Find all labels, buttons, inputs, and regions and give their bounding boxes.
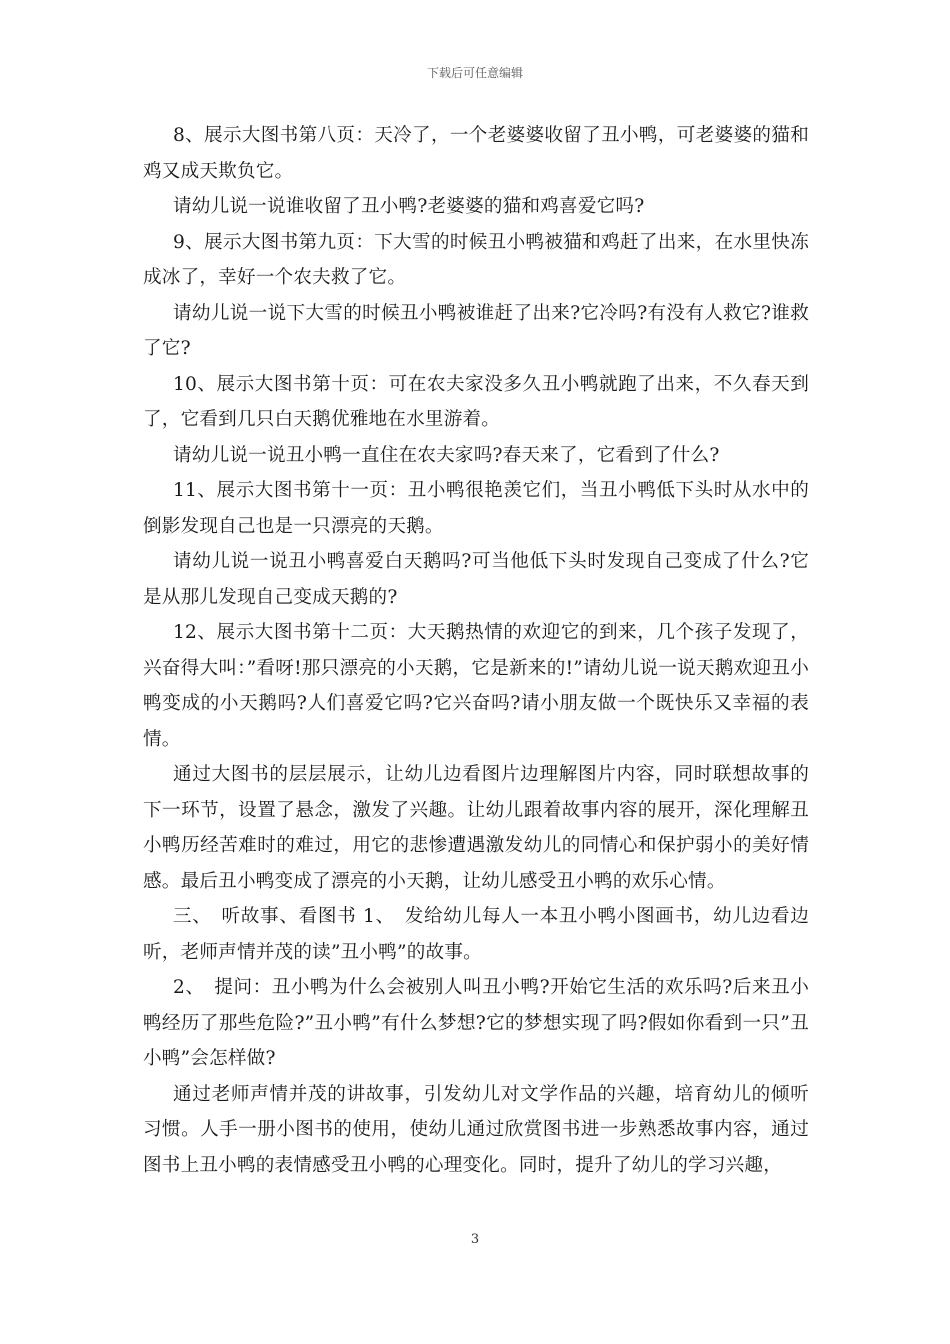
paragraph-question-10: 请幼儿说一说丑小鸭一直住在农夫家吗?春天来了，它看到了什么? (173, 444, 720, 466)
paragraph-step-8: 8、展示大图书第八页：天冷了，一个老婆婆收留了丑小鸭，可老婆婆的猫和鸡又成天欺负它。 (143, 125, 809, 182)
paragraph-step-12: 12、展示大图书第十二页：大天鹅热情的欢迎它的到来，几个孩子发现了，兴奋得大叫：”看呀!那只漂亮的小天鹅，它是新来的!”请幼儿说一说天鹅欢迎丑小鸭变成的小天鹅吗?人们喜爱它吗?它兴奋吗?请小朋友做一个既快乐又幸福的表情。 (143, 622, 809, 750)
paragraph-question-8: 请幼儿说一说谁收留了丑小鸭?老婆婆的猫和鸡喜爱它吗? (173, 196, 645, 217)
paragraph-step-11: 11、展示大图书第十一页：丑小鸭很艳羡它们，当丑小鸭低下头时从水中的倒影发现自己也是一只漂亮的天鹅。 (143, 480, 809, 537)
paragraph-questions: 2、 提问：丑小鸭为什么会被别人叫丑小鸭?开始它生活的欢乐吗?后来丑小鸭经历了那些危险?”丑小鸭”有什么梦想?它的梦想实现了吗?假如你看到一只”丑小鸭”会怎样做? (143, 977, 809, 1069)
paragraph-question-11: 请幼儿说一说丑小鸭喜爱白天鹅吗?可当他低下头时发现自己变成了什么?它是从那儿发现自己变成天鹅的? (143, 551, 809, 608)
document-body (143, 118, 809, 1183)
page-number: 3 (470, 1232, 480, 1247)
paragraph-step-9: 9、展示大图书第九页：下大雪的时候丑小鸭被猫和鸡赶了出来，在水里快冻成冰了，幸好一个农夫救了它。 (143, 231, 809, 288)
paragraph-question-9: 请幼儿说一说下大雪的时候丑小鸭被谁赶了出来?它冷吗?有没有人救它?谁救了它? (143, 302, 809, 359)
paragraph-step-10: 10、展示大图书第十页：可在农夫家没多久丑小鸭就跑了出来，不久春天到了，它看到几只白天鹅优雅地在水里游着。 (143, 373, 809, 430)
paragraph-summary-books: 通过大图书的层层展示，让幼儿边看图片边理解图片内容，同时联想故事的下一环节，设置了悬念，激发了兴趣。让幼儿跟着故事内容的展开，深化理解丑小鸭历经苦难时的难过，用它的悲惨遭遇激发幼儿的同情心和保护弱小的美好情感。最后丑小鸭变成了漂亮的小天鹅，让幼儿感受丑小鸭的欢乐心情。 (143, 764, 809, 892)
paragraph-section-three: 三、 听故事、看图书 1、 发给幼儿每人一本丑小鸭小图画书，幼儿边看边听，老师声情并茂的读”丑小鸭”的故事。 (143, 906, 809, 963)
paragraph-summary-story: 通过老师声情并茂的讲故事，引发幼儿对文学作品的兴趣，培育幼儿的倾听习惯。人手一册小图书的使用，使幼儿通过欣赏图书进一步熟悉故事内容，通过图书上丑小鸭的表情感受丑小鸭的心理变化。同时，提升了幼儿的学习兴趣， (143, 1083, 809, 1176)
page-header: 下载后可任意编辑 (426, 66, 523, 80)
